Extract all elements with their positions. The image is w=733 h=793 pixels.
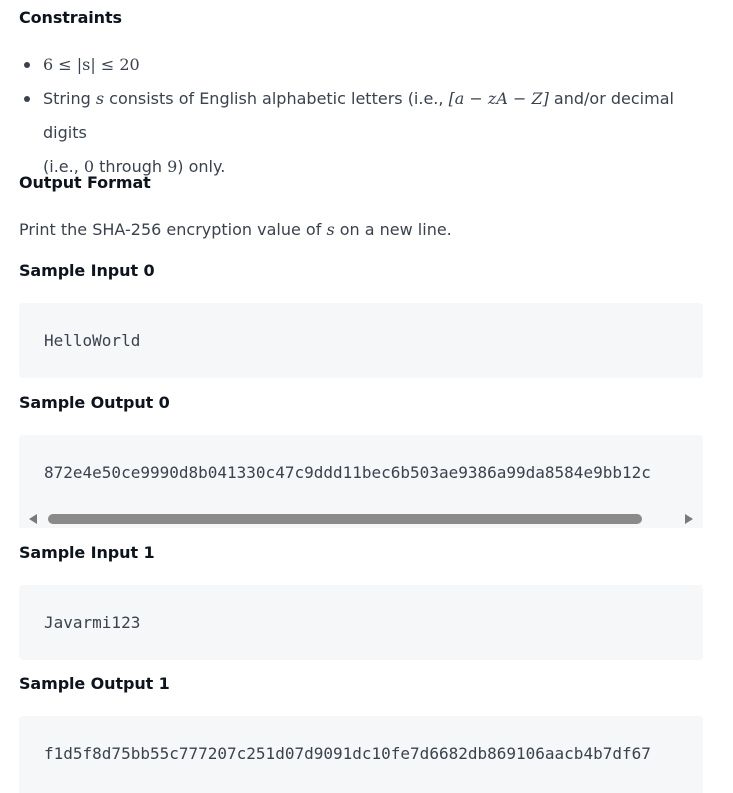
output-format-text-2: on a new line. — [334, 220, 452, 239]
var-s: s — [95, 89, 105, 108]
sample-output-0-codeblock — [19, 435, 703, 511]
letter-range-math: [a − zA − Z] — [448, 89, 549, 108]
sample-output-1-codeblock — [19, 716, 703, 793]
constraint-charset — [19, 82, 709, 184]
charset-text-6: ) only. — [177, 157, 226, 176]
sample-output-0-code: 872e4e50ce9990d8b041330c47c9ddd11bec6b503ae9386a99da8584e9bb12c — [44, 463, 651, 482]
digit-nine: 9 — [167, 157, 178, 176]
output-format-text-1: Print the SHA-256 encryption value of — [19, 220, 327, 239]
sample-input-0-codeblock — [19, 303, 703, 378]
constraints-list — [19, 48, 709, 184]
charset-text-3: and/or decimal digits — [43, 89, 674, 142]
charset-text-1: String — [43, 89, 96, 108]
sample-output-0-heading: Sample Output 0 — [19, 393, 170, 412]
var-s: s — [326, 220, 335, 239]
horizontal-scrollbar[interactable] — [19, 510, 703, 528]
charset-text-2: consists of English alphabetic letters (i.e., — [104, 89, 449, 108]
sample-input-1-code: Javarmi123 — [44, 613, 141, 632]
digit-zero: 0 — [83, 157, 95, 176]
scroll-thumb[interactable] — [48, 514, 642, 524]
length-constraint-math: 6 ≤ |s| ≤ 20 — [43, 55, 140, 74]
sample-input-0-code: HelloWorld — [44, 331, 141, 350]
output-format-heading: Output Format — [19, 173, 151, 192]
sample-input-0-heading: Sample Input 0 — [19, 261, 155, 280]
charset-text-4: (i.e., — [43, 157, 84, 176]
constraints-heading: Constraints — [19, 8, 122, 27]
scroll-left-arrow-icon[interactable] — [29, 514, 37, 524]
sample-input-1-heading: Sample Input 1 — [19, 543, 155, 562]
constraint-length — [19, 48, 709, 82]
sample-output-1-heading: Sample Output 1 — [19, 674, 170, 693]
output-format-text — [19, 213, 452, 247]
scroll-right-arrow-icon[interactable] — [685, 514, 693, 524]
sample-output-1-code: f1d5f8d75bb55c777207c251d07d9091dc10fe7d6682db869106aacb4b7df67 — [44, 744, 651, 763]
charset-text-5: through — [94, 157, 168, 176]
sample-input-1-codeblock — [19, 585, 703, 660]
